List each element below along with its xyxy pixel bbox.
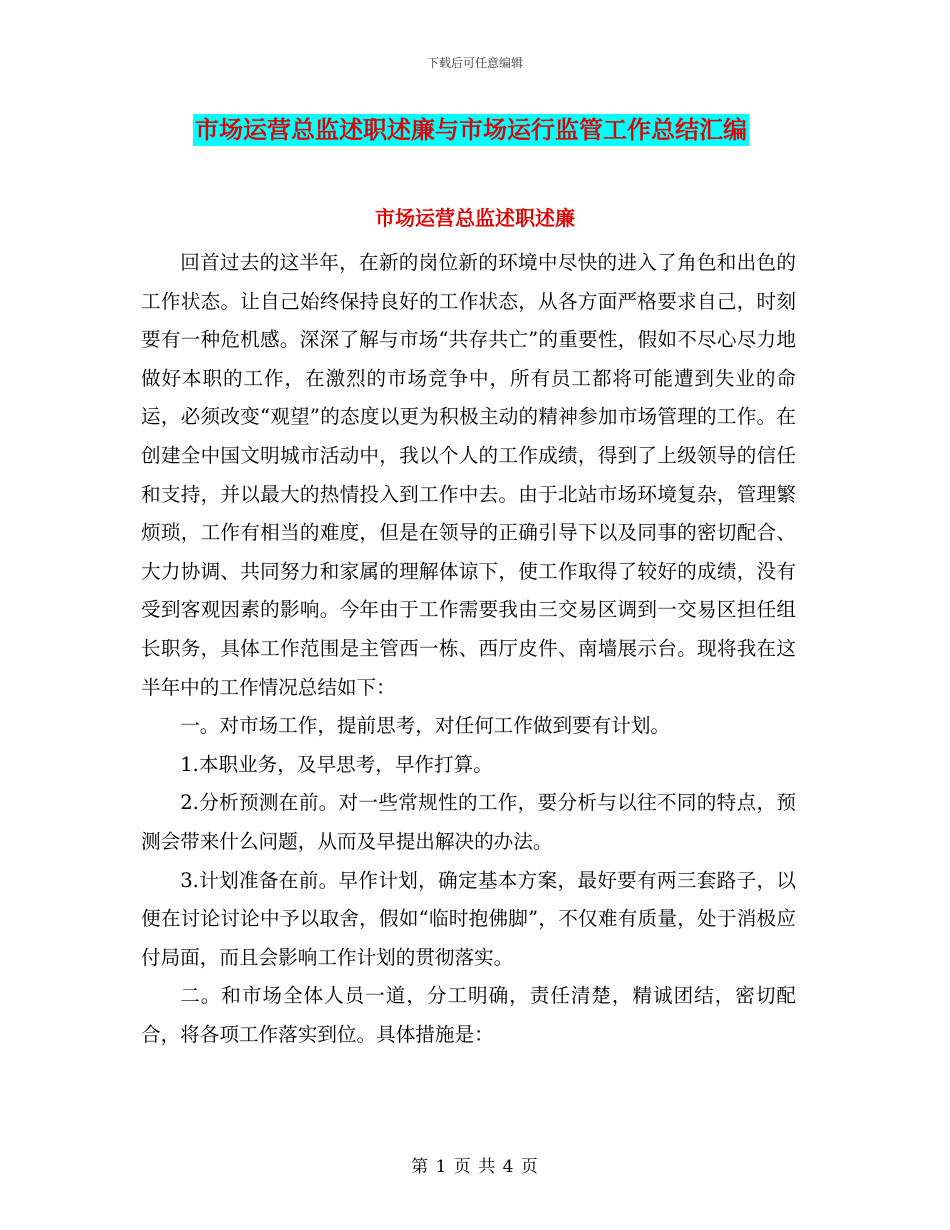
paragraph-intro: 回首过去的这半年，在新的岗位新的环境中尽快的进入了角色和出色的工作状态。让自己始终保持良好的工作状态，从各方面严格要求自己，时刻要有一种危机感。深深了解与市场“共存共亡”的重要性，假如不尽心尽力地做好本职的工作，在激烈的市场竞争中，所有员工都将可能遭到失业的命运，必须改变“观望”的态度以更为积极主动的精神参加市场管理的工作。在创建全中国文明城市活动中，我以个人的工作成绩，得到了上级领导的信任和支持，并以最大的热情投入到工作中去。由于北站市场环境复杂，管理繁烦琐，工作有相当的难度，但是在领导的正确引导下以及同事的密切配合、大力协调、共同努力和家属的理解体谅下，使工作取得了较好的成绩，没有受到客观因素的影响。今年由于工作需要我由三交易区调到一交易区担任组长职务，具体工作范围是主管西一栋、西厅皮件、南墙展示台。现将我在这半年中的工作情况总结如下：: [141, 251, 796, 699]
paragraph-section-one: 一。对市场工作，提前思考，对任何工作做到要有计划。: [180, 714, 671, 738]
document-main-title: 市场运营总监述职述廉与市场运行监管工作总结汇编: [195, 116, 747, 144]
document-body: [141, 244, 796, 1054]
document-section-title: 市场运营总监述职述廉: [375, 206, 575, 230]
paragraph-section-two: 二。和市场全体人员一道，分工明确，责任清楚，精诚团结，密切配合，将各项工作落实到位。具体措施是：: [141, 984, 796, 1046]
paragraph-item-3: 3.计划准备在前。早作计划，确定基本方案，最好要有两三套路子，以便在讨论讨论中予以取舍，假如“临时抱佛脚”，不仅难有质量，处于消极应付局面，而且会影响工作计划的贯彻落实。: [141, 868, 796, 969]
page-header-note: 下载后可任意编辑: [426, 56, 523, 70]
paragraph-item-2: 2.分析预测在前。对一些常规性的工作，要分析与以往不同的特点，预测会带来什么问题，从而及早提出解决的办法。: [141, 791, 796, 853]
paragraph-item-1: 1.本职业务，及早思考，早作打算。: [180, 752, 493, 776]
page-number-footer: 第 1 页 共 4 页: [411, 1157, 539, 1177]
